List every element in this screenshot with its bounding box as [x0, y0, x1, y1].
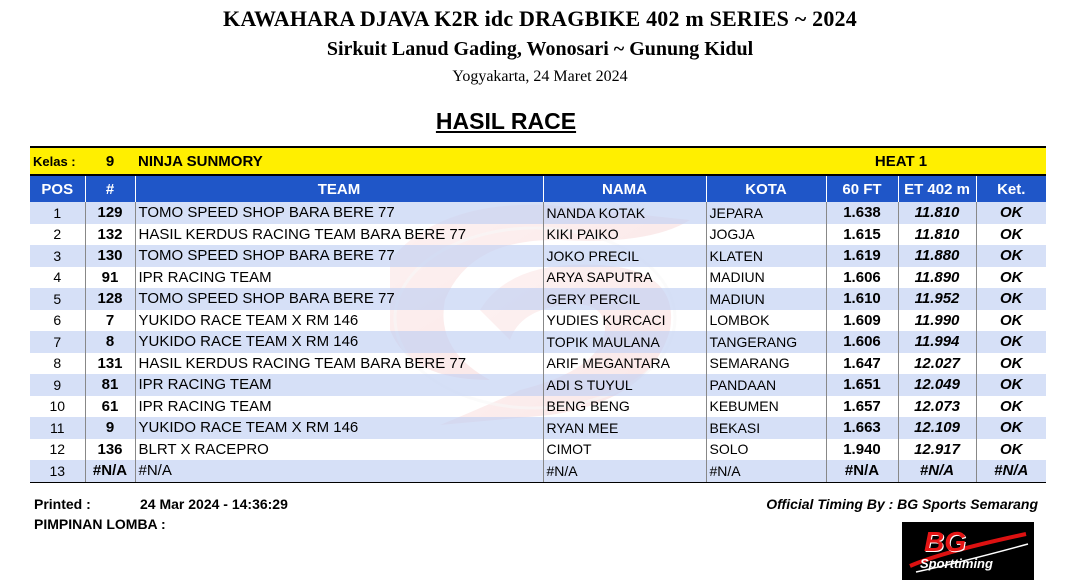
col-ket: Ket. [976, 175, 1046, 202]
cell-ket: OK [976, 374, 1046, 396]
class-number: 9 [85, 147, 135, 175]
cell-no: 61 [85, 396, 135, 418]
cell-no: 9 [85, 417, 135, 439]
cell-et: 11.810 [898, 224, 976, 246]
table-row [30, 267, 1046, 289]
cell-no: 129 [85, 202, 135, 224]
cell-nama: YUDIES KURCACI [543, 310, 706, 332]
column-header-row [30, 175, 1046, 202]
col-pos: POS [30, 175, 85, 202]
cell-kota: SEMARANG [706, 353, 826, 375]
col-et: ET 402 m [898, 175, 976, 202]
cell-ft60: 1.615 [826, 224, 898, 246]
cell-nama: #N/A [543, 460, 706, 482]
cell-nama: NANDA KOTAK [543, 202, 706, 224]
cell-nama: JOKO PRECIL [543, 245, 706, 267]
cell-et: 11.990 [898, 310, 976, 332]
cell-et: 12.027 [898, 353, 976, 375]
cell-nama: BENG BENG [543, 396, 706, 418]
cell-nama: ARIF MEGANTARA [543, 353, 706, 375]
cell-kota: KLATEN [706, 245, 826, 267]
cell-team: HASIL KERDUS RACING TEAM BARA BERE 77 [135, 353, 543, 375]
class-label: Kelas : [30, 147, 85, 175]
event-title: KAWAHARA DJAVA K2R idc DRAGBIKE 402 m SERIES ~ 2024 [223, 6, 857, 31]
cell-team: #N/A [135, 460, 543, 482]
cell-no: 8 [85, 331, 135, 353]
cell-ket: OK [976, 224, 1046, 246]
cell-ft60: 1.651 [826, 374, 898, 396]
section-title: HASIL RACE [435, 108, 577, 134]
cell-pos: 3 [30, 245, 85, 267]
cell-et: 11.994 [898, 331, 976, 353]
class-bar-end [976, 147, 1046, 175]
results-table [30, 146, 1046, 483]
cell-kota: BEKASI [706, 417, 826, 439]
cell-pos: 9 [30, 374, 85, 396]
cell-nama: KIKI PAIKO [543, 224, 706, 246]
cell-pos: 7 [30, 331, 85, 353]
heat-label: HEAT 1 [826, 147, 976, 175]
table-row [30, 396, 1046, 418]
table-row [30, 224, 1046, 246]
cell-ket: OK [976, 245, 1046, 267]
cell-team: YUKIDO RACE TEAM X RM 146 [135, 310, 543, 332]
table-row [30, 374, 1046, 396]
cell-kota: LOMBOK [706, 310, 826, 332]
cell-ket: OK [976, 202, 1046, 224]
logo-word: Sporttiming [920, 556, 993, 571]
cell-pos: 13 [30, 460, 85, 482]
cell-nama: GERY PERCIL [543, 288, 706, 310]
table-row [30, 417, 1046, 439]
cell-ft60: 1.940 [826, 439, 898, 461]
table-row [30, 310, 1046, 332]
cell-kota: PANDAAN [706, 374, 826, 396]
cell-et: 12.049 [898, 374, 976, 396]
cell-team: TOMO SPEED SHOP BARA BERE 77 [135, 202, 543, 224]
cell-no: 136 [85, 439, 135, 461]
col-team: TEAM [135, 175, 543, 202]
cell-team: YUKIDO RACE TEAM X RM 146 [135, 331, 543, 353]
col-nama: NAMA [543, 175, 706, 202]
class-bar [30, 147, 1046, 175]
cell-et: 11.890 [898, 267, 976, 289]
cell-et: 12.073 [898, 396, 976, 418]
cell-team: IPR RACING TEAM [135, 396, 543, 418]
cell-no: 7 [85, 310, 135, 332]
bg-sporttiming-logo-icon [902, 522, 1034, 580]
cell-kota: TANGERANG [706, 331, 826, 353]
table-row [30, 460, 1046, 482]
cell-pos: 12 [30, 439, 85, 461]
cell-pos: 2 [30, 224, 85, 246]
cell-no: #N/A [85, 460, 135, 482]
cell-ket: OK [976, 310, 1046, 332]
col-kota: KOTA [706, 175, 826, 202]
cell-no: 130 [85, 245, 135, 267]
table-row [30, 288, 1046, 310]
cell-pos: 10 [30, 396, 85, 418]
cell-et: 11.952 [898, 288, 976, 310]
cell-kota: KEBUMEN [706, 396, 826, 418]
class-name: NINJA SUNMORY [135, 147, 826, 175]
cell-nama: CIMOT [543, 439, 706, 461]
cell-kota: #N/A [706, 460, 826, 482]
logo-mark: BG [924, 526, 966, 557]
cell-pos: 4 [30, 267, 85, 289]
cell-nama: ADI S TUYUL [543, 374, 706, 396]
col-no: # [85, 175, 135, 202]
cell-team: TOMO SPEED SHOP BARA BERE 77 [135, 288, 543, 310]
cell-team: BLRT X RACEPRO [135, 439, 543, 461]
cell-kota: MADIUN [706, 267, 826, 289]
cell-ft60: 1.606 [826, 331, 898, 353]
cell-ft60: 1.638 [826, 202, 898, 224]
cell-ft60: 1.606 [826, 267, 898, 289]
cell-no: 128 [85, 288, 135, 310]
cell-no: 81 [85, 374, 135, 396]
venue-title: Sirkuit Lanud Gading, Wonosari ~ Gunung Kidul [326, 38, 754, 60]
printed-value: 24 Mar 2024 - 14:36:29 [140, 496, 288, 512]
cell-no: 132 [85, 224, 135, 246]
place-date: Yogyakarta, 24 Maret 2024 [452, 68, 628, 85]
cell-ket: OK [976, 331, 1046, 353]
cell-ket: OK [976, 396, 1046, 418]
printed-label: Printed : [34, 496, 91, 512]
cell-ket: OK [976, 267, 1046, 289]
cell-ft60: #N/A [826, 460, 898, 482]
cell-pos: 11 [30, 417, 85, 439]
cell-ket: OK [976, 439, 1046, 461]
cell-ket: OK [976, 288, 1046, 310]
pimpinan-lomba: PIMPINAN LOMBA : [34, 516, 166, 532]
table-row [30, 202, 1046, 224]
cell-ket: OK [976, 353, 1046, 375]
cell-team: HASIL KERDUS RACING TEAM BARA BERE 77 [135, 224, 543, 246]
cell-kota: SOLO [706, 439, 826, 461]
cell-ft60: 1.657 [826, 396, 898, 418]
cell-team: YUKIDO RACE TEAM X RM 146 [135, 417, 543, 439]
cell-nama: ARYA SAPUTRA [543, 267, 706, 289]
table-row [30, 353, 1046, 375]
official-timing: Official Timing By : BG Sports Semarang [766, 496, 1038, 512]
cell-kota: JEPARA [706, 202, 826, 224]
cell-et: 12.109 [898, 417, 976, 439]
table-row [30, 439, 1046, 461]
cell-kota: MADIUN [706, 288, 826, 310]
cell-ket: OK [976, 417, 1046, 439]
cell-pos: 1 [30, 202, 85, 224]
cell-team: TOMO SPEED SHOP BARA BERE 77 [135, 245, 543, 267]
cell-ft60: 1.619 [826, 245, 898, 267]
cell-et: 11.880 [898, 245, 976, 267]
col-60ft: 60 FT [826, 175, 898, 202]
cell-no: 91 [85, 267, 135, 289]
cell-ft60: 1.663 [826, 417, 898, 439]
table-row [30, 331, 1046, 353]
cell-pos: 8 [30, 353, 85, 375]
cell-pos: 6 [30, 310, 85, 332]
cell-team: IPR RACING TEAM [135, 267, 543, 289]
cell-kota: JOGJA [706, 224, 826, 246]
cell-team: IPR RACING TEAM [135, 374, 543, 396]
cell-ft60: 1.647 [826, 353, 898, 375]
cell-ft60: 1.609 [826, 310, 898, 332]
cell-et: 12.917 [898, 439, 976, 461]
cell-et: #N/A [898, 460, 976, 482]
cell-no: 131 [85, 353, 135, 375]
cell-pos: 5 [30, 288, 85, 310]
cell-nama: TOPIK MAULANA [543, 331, 706, 353]
cell-ket: #N/A [976, 460, 1046, 482]
cell-nama: RYAN MEE [543, 417, 706, 439]
table-row [30, 245, 1046, 267]
cell-ft60: 1.610 [826, 288, 898, 310]
cell-et: 11.810 [898, 202, 976, 224]
